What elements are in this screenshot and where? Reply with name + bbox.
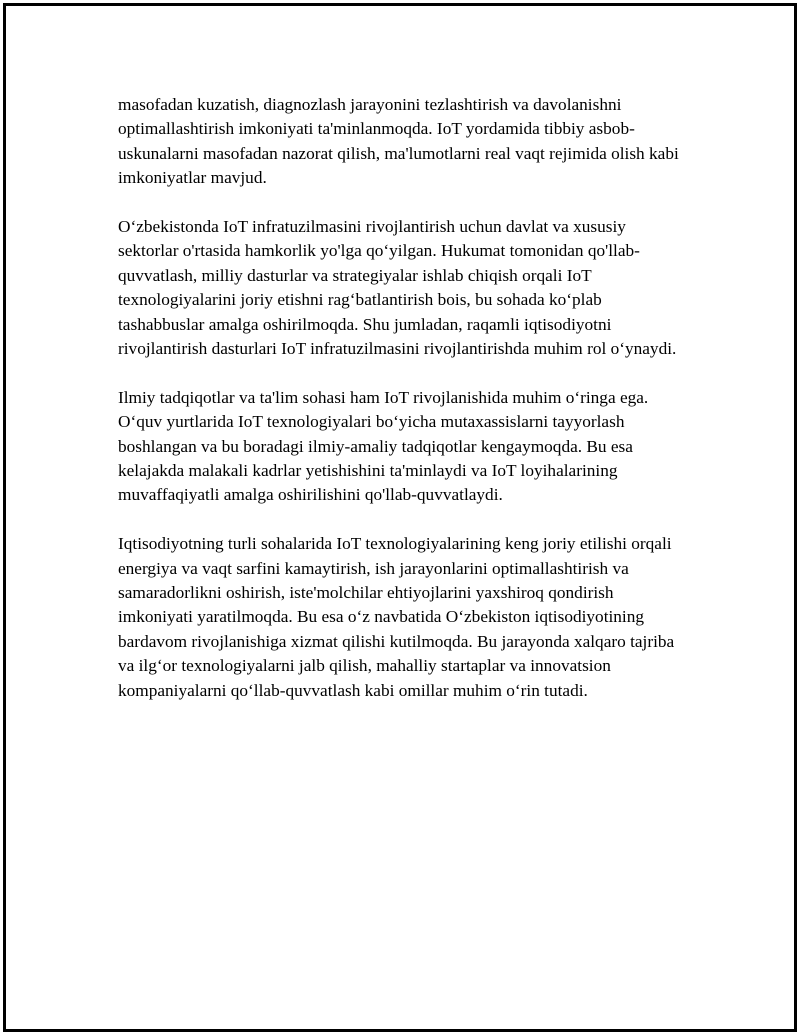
paragraph-4: Iqtisodiyotning turli sohalarida IoT texnologiyalarining keng joriy etilishi orqali energiya va vaqt sarfini kamaytirish, ish jarayonlarini optimallashtirish va samaradorlikni oshirish, iste'molchilar ehtiyojlarini yaxshiroq qondirish imkoniyati yaratilmoqda. Bu esa o‘z navbatida O‘zbekiston iqtisodiyotining bardavom rivojlanishiga xizmat qilishi kutilmoqda. Bu jarayonda xalqaro tajriba va ilg‘or texnologiyalarni jalb qilish, mahalliy startaplar va innovatsion kompaniyalarni qo‘llab-quvvatlash kabi omillar muhim o‘rin tutadi. xyxy=(118,534,675,700)
paragraph-3: Ilmiy tadqiqotlar va ta'lim sohasi ham IoT rivojlanishida muhim o‘ringa ega. O‘quv yurtlarida IoT texnologiyalari bo‘yicha mutaxassislarni tayyorlash boshlangan va bu boradagi ilmiy-amaliy tadqiqotlar kengaymoqda. Bu esa kelajakda malakali kadrlar yetishishini ta'minlaydi va IoT loyihalarining muvaffaqiyatli amalga oshirilishini qo'llab-quvvatlaydi. xyxy=(118,387,649,505)
document-body xyxy=(118,93,684,728)
paragraph-2: O‘zbekistonda IoT infratuzilmasini rivojlantirish uchun davlat va xususiy sektorlar o'rtasida hamkorlik yo'lga qo‘yilgan. Hukumat tomonidan qo'llab-quvvatlash, milliy dasturlar va strategiyalar ishlab chiqish orqali IoT texnologiyalarini joriy etishni rag‘batlantirish bois, bu sohada ko‘plab tashabbuslar amalga oshirilmoqda. Shu jumladan, raqamli iqtisodiyotni rivojlantirish dasturlari IoT infratuzilmasini rivojlantirishda muhim rol o‘ynaydi. xyxy=(118,217,677,359)
paragraph-1: masofadan kuzatish, diagnozlash jarayonini tezlashtirish va davolanishni optimallashtirish imkoniyati ta'minlanmoqda. IoT yordamida tibbiy asbob-uskunalarni masofadan nazorat qilish, ma'lumotlarni real vaqt rejimida olish kabi imkoniyatlar mavjud. xyxy=(118,95,679,188)
